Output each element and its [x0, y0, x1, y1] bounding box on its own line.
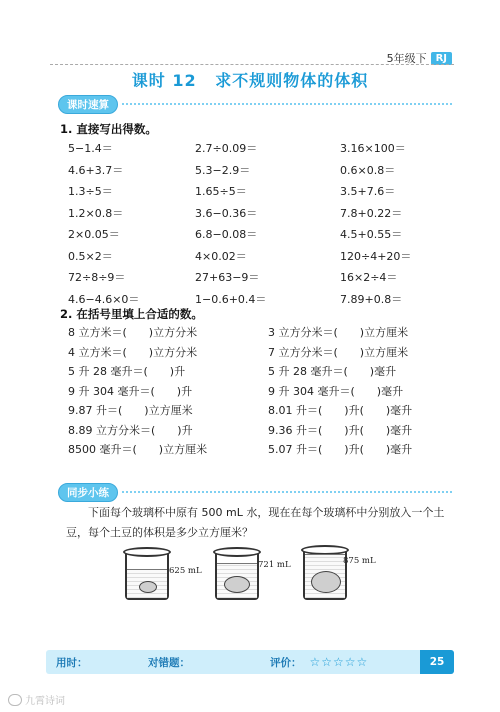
calc-item: 1.2×0.8＝ [68, 206, 124, 220]
calc-item: 1.65÷5＝ [195, 185, 247, 198]
watermark [8, 692, 65, 707]
fill-blank-item: 8 立方米＝( )立方分米 [68, 326, 198, 339]
fill-blank-item: 9 升 304 毫升＝( )升 [68, 384, 193, 398]
calc-item: 2.7÷0.09＝ [195, 142, 258, 155]
fill-blank-item: 8500 毫升＝( )立方厘米 [68, 443, 208, 456]
question-2-heading: 2. 在括号里填上合适的数。 [60, 307, 203, 321]
dotted-divider [122, 103, 452, 105]
beaker-1-label: 625 mL [169, 566, 202, 576]
calc-item: 6.8−0.08＝ [195, 228, 258, 241]
calc-item: 4×0.02＝ [195, 249, 247, 263]
fill-blank-item: 3 立方分米＝( )立方厘米 [268, 326, 409, 339]
header-divider [50, 64, 454, 65]
calc-item: 3.6−0.36＝ [195, 206, 258, 220]
footer-bar [46, 650, 454, 674]
fill-blank-item: 5.07 升＝( )升( )毫升 [268, 443, 413, 456]
rating-label: 评价： [270, 656, 302, 669]
beaker-2-label: 721 mL [258, 560, 291, 570]
section-label: 课时速算 [58, 95, 118, 114]
watermark-text: 九霄诗词 [25, 696, 65, 707]
fill-blank-item: 9.36 升＝( )升( )毫升 [268, 423, 413, 437]
calc-item: 120÷4+20＝ [340, 249, 412, 263]
rating-group [270, 655, 368, 670]
calc-item: 4.5+0.55＝ [340, 228, 403, 241]
fill-blank-item: 8.89 立方分米＝( )升 [68, 423, 193, 437]
dotted-divider [122, 491, 452, 493]
calc-item: 1.3÷5＝ [68, 185, 113, 198]
beaker-1 [125, 550, 169, 600]
fill-blank-item: 9 升 304 毫升＝( )毫升 [268, 384, 404, 398]
calc-item: 7.89+0.8＝ [340, 292, 403, 306]
calc-item: 4.6−4.6×0＝ [68, 292, 140, 306]
calc-item: 72÷8÷9＝ [68, 271, 126, 284]
section-label: 同步小练 [58, 483, 118, 502]
fill-blank-item: 5 升 28 毫升＝( )升 [68, 365, 186, 378]
grade-label: 5年级下 [386, 52, 427, 65]
lesson-topic: 求不规则物体的体积 [215, 71, 369, 90]
calc-item: 2×0.05＝ [68, 228, 120, 241]
section-banner-practice [58, 484, 452, 500]
page-title [0, 68, 500, 91]
beaker-3-label: 875 mL [343, 556, 376, 566]
potato-icon [139, 581, 157, 593]
beakers-illustration [125, 548, 385, 600]
edition-badge: RJ [431, 52, 452, 65]
question-1-grid [68, 138, 448, 310]
calc-item: 0.5×2＝ [68, 249, 113, 263]
fill-blank-item: 9.87 升＝( )立方厘米 [68, 404, 193, 417]
beaker-3 [303, 548, 347, 600]
beaker-2 [215, 550, 259, 600]
fill-blank-item: 4 立方米＝( )立方分米 [68, 345, 198, 359]
fill-blank-item: 8.01 升＝( )升( )毫升 [268, 404, 413, 417]
lesson-number: 课时 12 [131, 71, 197, 90]
time-label: 用时： [56, 656, 88, 669]
question-1-heading: 1. 直接写出得数。 [60, 122, 157, 136]
rating-stars-icon[interactable]: ☆☆☆☆☆ [309, 655, 369, 669]
errors-label: 对错题： [148, 656, 190, 669]
watermark-logo-icon [8, 694, 22, 706]
calc-item: 7.8+0.22＝ [340, 206, 403, 220]
fill-blank-item: 7 立方分米＝( )立方厘米 [268, 345, 409, 359]
calc-item: 5.3−2.9＝ [195, 163, 251, 177]
section-banner-quick-calc [58, 96, 452, 112]
calc-item: 3.5+7.6＝ [340, 185, 396, 198]
potato-icon [224, 576, 250, 593]
question-2-grid [68, 323, 448, 460]
calc-item: 5−1.4＝ [68, 142, 113, 155]
page-number: 25 [420, 650, 454, 674]
problem-text: 下面每个玻璃杯中原有 500 mL 水，现在在每个玻璃杯中分别放入一个土豆，每个土豆的体积是多少立方厘米？ [66, 506, 445, 539]
calc-item: 16×2÷4＝ [340, 271, 398, 284]
fill-blank-item: 5 升 28 毫升＝( )毫升 [268, 365, 397, 378]
calc-item: 4.6+3.7＝ [68, 163, 124, 177]
calc-item: 3.16×100＝ [340, 142, 406, 155]
calc-item: 27+63−9＝ [195, 271, 260, 284]
calc-item: 1−0.6+0.4＝ [195, 292, 267, 306]
calc-item: 0.6×0.8＝ [340, 163, 396, 177]
potato-icon [311, 571, 341, 593]
